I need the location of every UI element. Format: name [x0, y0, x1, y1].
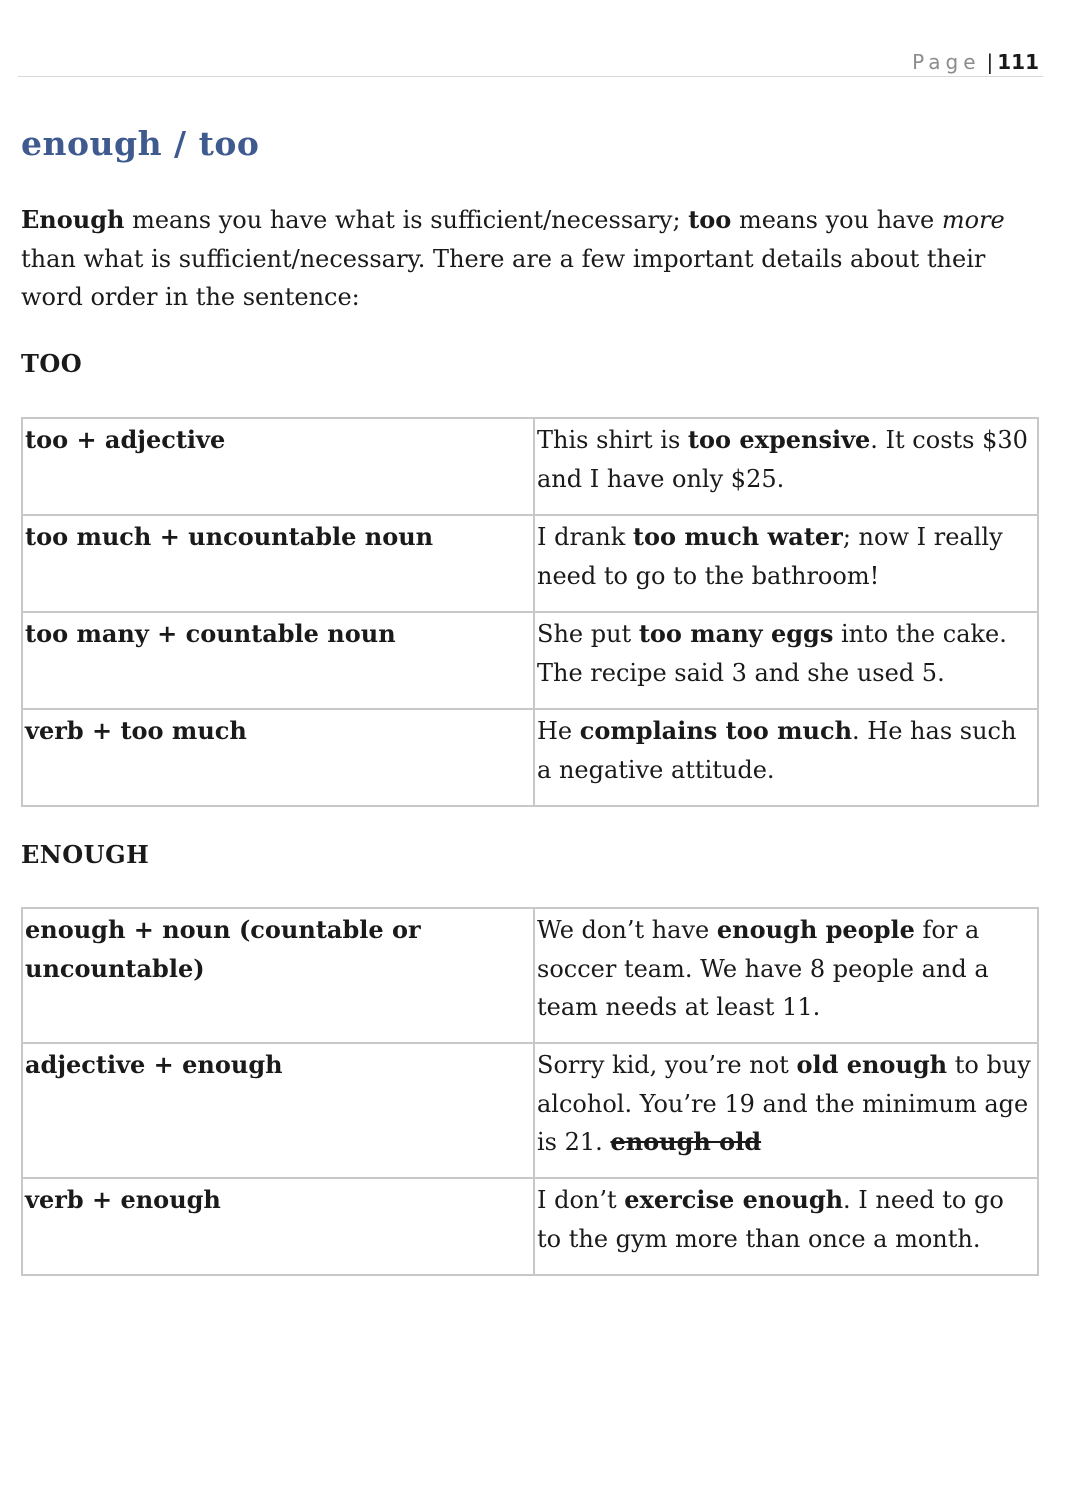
bold-text: exercise enough	[624, 1185, 844, 1214]
text-run: . I need to go to the gym more than once a month.	[537, 1186, 1004, 1253]
text-run: I don’t	[537, 1186, 625, 1214]
rule-cell: too many + countable noun	[22, 612, 534, 709]
bold-text: old enough	[796, 1050, 948, 1079]
text-run: He	[537, 717, 580, 745]
text-run: to buy alcohol. You’re 19 and the minimum age is 21.	[537, 1051, 1031, 1156]
text-run: We don’t have	[537, 916, 717, 944]
example-cell	[534, 515, 1038, 612]
bold-text: complains too much	[579, 716, 853, 745]
text-run: means you have what is sufficient/necessary;	[124, 206, 689, 234]
italic-text: more	[941, 206, 1005, 234]
rule-cell: enough + noun (countable or uncountable)	[22, 908, 534, 1043]
rule-cell: adjective + enough	[22, 1043, 534, 1178]
table-row	[22, 709, 1038, 806]
page-number: 111	[997, 50, 1039, 74]
example-cell	[534, 709, 1038, 806]
page-header	[18, 44, 1043, 77]
text-run: than what is sufficient/necessary. There are a few important details about their word order in the sentence:	[21, 244, 986, 311]
table-row	[22, 612, 1038, 709]
text-run: I drank	[537, 523, 633, 551]
rule-cell: verb + enough	[22, 1178, 534, 1275]
text-run: She put	[537, 620, 639, 648]
table-row	[22, 1178, 1038, 1275]
table-row	[22, 515, 1038, 612]
bold-text: too many eggs	[638, 619, 834, 648]
example-cell	[534, 612, 1038, 709]
intro-paragraph	[21, 201, 1031, 317]
text-run: This shirt is	[537, 426, 688, 454]
bold-text: too much water	[632, 522, 843, 551]
enough-table	[21, 907, 1039, 1276]
example-cell	[534, 1178, 1038, 1275]
rule-cell: too much + uncountable noun	[22, 515, 534, 612]
table-row	[22, 418, 1038, 515]
strikethrough-text	[610, 1128, 761, 1156]
example-cell	[534, 908, 1038, 1043]
section-heading-enough: ENOUGH	[21, 840, 150, 869]
text-run: into the cake. The recipe said 3 and she used 5.	[537, 620, 1007, 687]
example-cell	[534, 1043, 1038, 1178]
too-table	[21, 417, 1039, 807]
bold-text: too expensive	[687, 425, 871, 454]
rule-cell: verb + too much	[22, 709, 534, 806]
text-run: . It costs $30 and I have only $25.	[537, 426, 1028, 493]
page-title: enough / too	[21, 124, 260, 163]
bold-text: Enough	[21, 205, 125, 234]
text-run: means you have	[731, 206, 942, 234]
text-run: ; now I really need to go to the bathroom!	[537, 523, 1003, 590]
example-cell	[534, 418, 1038, 515]
bold-text: too	[688, 205, 732, 234]
page-separator: |	[986, 50, 994, 74]
page-word: Page	[912, 50, 981, 74]
text-run: . He has such a negative attitude.	[537, 717, 1017, 784]
page-number-label	[912, 50, 1039, 74]
bold-text: enough people	[716, 915, 915, 944]
table-row	[22, 1043, 1038, 1178]
text-run: for a soccer team. We have 8 people and a team needs at least 11.	[537, 916, 989, 1021]
text-run: Sorry kid, you’re not	[537, 1051, 797, 1079]
bold-text: enough old	[610, 1127, 762, 1156]
rule-cell: too + adjective	[22, 418, 534, 515]
table-row	[22, 908, 1038, 1043]
section-heading-too: TOO	[21, 349, 83, 378]
